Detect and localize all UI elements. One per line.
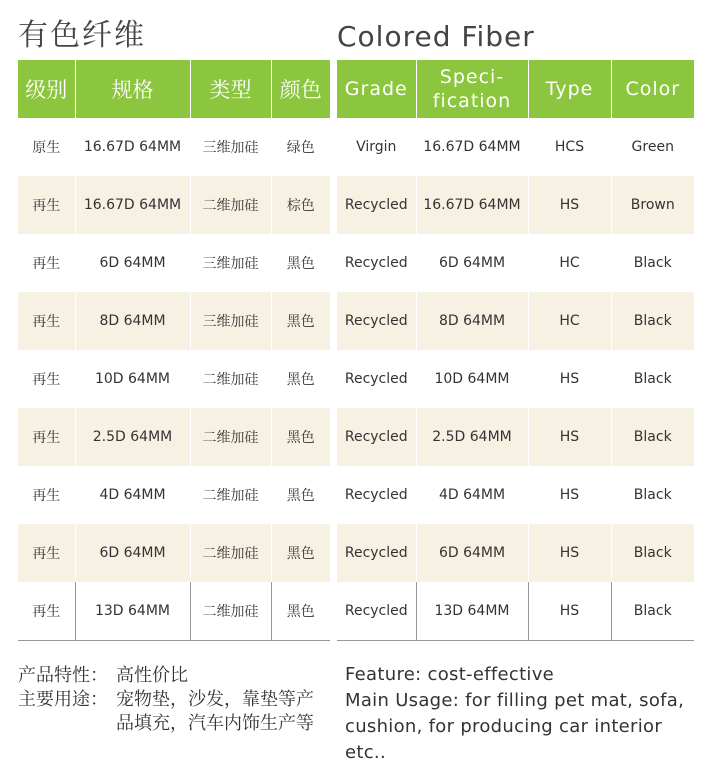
cn-cell: 2.5D 64MM bbox=[75, 408, 190, 466]
en-cell: Virgin bbox=[356, 139, 397, 155]
cn-cell: 黑色 bbox=[271, 350, 330, 408]
cn-cell: 三维加硅 bbox=[190, 234, 271, 292]
en-cell: 16.67D 64MM bbox=[416, 176, 528, 234]
cn-cell: 再生 bbox=[32, 372, 61, 388]
feature-line: Feature: cost-effective bbox=[345, 664, 555, 685]
en-cell: 4D 64MM bbox=[416, 466, 528, 524]
table-row bbox=[337, 582, 694, 641]
en-cell: Black bbox=[611, 466, 694, 524]
table-row bbox=[337, 466, 694, 524]
en-cell: Recycled bbox=[337, 524, 416, 582]
table-row bbox=[18, 466, 330, 524]
en-cell: Brown bbox=[611, 176, 694, 234]
page-title-english: Colored Fiber bbox=[337, 20, 535, 53]
en-cell: Black bbox=[611, 408, 694, 466]
en-cell: 2.5D 64MM bbox=[416, 408, 528, 466]
en-cell: 8D 64MM bbox=[416, 292, 528, 350]
en-cell: Recycled bbox=[337, 408, 416, 466]
table-row bbox=[18, 524, 330, 582]
cn-header-3: 颜色 bbox=[271, 60, 330, 118]
en-cell: HS bbox=[528, 176, 611, 234]
en-cell: Recycled bbox=[344, 371, 408, 387]
en-cell: HCS bbox=[528, 118, 611, 176]
cn-cell: 再生 bbox=[18, 408, 75, 466]
en-cell: 6D 64MM bbox=[416, 234, 528, 292]
en-cell: Black bbox=[611, 292, 694, 350]
table-row bbox=[18, 176, 330, 234]
en-header-0: Grade bbox=[337, 60, 416, 118]
table-row bbox=[337, 118, 694, 176]
cn-cell: 再生 bbox=[18, 176, 75, 234]
en-cell: Recycled bbox=[337, 582, 416, 641]
usage-line-1: Main Usage: for filling pet mat, sofa, bbox=[345, 690, 685, 711]
usage-value-line1: 宠物垫，沙发，靠垫等产 bbox=[116, 689, 314, 710]
cn-cell: 6D 64MM bbox=[75, 234, 190, 292]
cn-cell: 6D 64MM bbox=[75, 524, 190, 582]
cn-cell: 三维加硅 bbox=[190, 118, 271, 176]
feature-value: 高性价比 bbox=[116, 665, 188, 686]
table-row bbox=[18, 234, 330, 292]
table-row bbox=[18, 292, 330, 350]
cn-cell: 二维加硅 bbox=[190, 582, 271, 641]
cn-cell: 黑色 bbox=[271, 582, 330, 641]
feature-label: 产品特性： bbox=[18, 665, 108, 686]
cn-header-2: 类型 bbox=[190, 60, 271, 118]
en-cell: 10D 64MM bbox=[416, 350, 528, 408]
cn-cell: 二维加硅 bbox=[190, 524, 271, 582]
cn-cell: 黑色 bbox=[271, 408, 330, 466]
table-row bbox=[18, 582, 330, 641]
cn-cell: 二维加硅 bbox=[190, 350, 271, 408]
cn-cell: 10D 64MM bbox=[75, 350, 190, 408]
en-cell: 6D 64MM bbox=[416, 524, 528, 582]
cn-cell: 棕色 bbox=[271, 176, 330, 234]
table-row bbox=[337, 524, 694, 582]
en-cell: HS bbox=[528, 350, 611, 408]
spec-table-chinese bbox=[18, 60, 330, 641]
table-row bbox=[337, 292, 694, 350]
en-header-1: Speci- fication bbox=[416, 60, 528, 118]
usage-line-2: cushion, for producing car interior etc.. bbox=[345, 716, 663, 763]
cn-cell: 再生 bbox=[18, 582, 75, 641]
cn-cell: 二维加硅 bbox=[190, 176, 271, 234]
cn-cell: 三维加硅 bbox=[190, 292, 271, 350]
en-cell: HS bbox=[528, 408, 611, 466]
en-cell: 13D 64MM bbox=[416, 582, 528, 641]
cn-cell: 8D 64MM bbox=[75, 292, 190, 350]
en-cell: HC bbox=[528, 292, 611, 350]
cn-cell: 再生 bbox=[18, 524, 75, 582]
cn-cell: 黑色 bbox=[271, 524, 330, 582]
table-row bbox=[337, 408, 694, 466]
en-cell: HS bbox=[528, 582, 611, 641]
en-cell: Black bbox=[611, 350, 694, 408]
cn-cell: 16.67D 64MM bbox=[75, 118, 190, 176]
en-cell: HS bbox=[528, 524, 611, 582]
usage-label: 主要用途： bbox=[18, 689, 108, 710]
cn-cell: 黑色 bbox=[271, 466, 330, 524]
en-cell: Green bbox=[611, 118, 694, 176]
en-cell: Recycled bbox=[344, 487, 408, 503]
en-cell: Recycled bbox=[337, 292, 416, 350]
table-row bbox=[337, 176, 694, 234]
cn-cell: 13D 64MM bbox=[75, 582, 190, 641]
cn-cell: 二维加硅 bbox=[190, 466, 271, 524]
cn-cell: 黑色 bbox=[271, 292, 330, 350]
page-title-chinese: 有色纤维 bbox=[18, 18, 146, 53]
en-cell: HC bbox=[528, 234, 611, 292]
cn-cell: 4D 64MM bbox=[75, 466, 190, 524]
cn-cell: 原生 bbox=[32, 140, 61, 156]
spec-table-english bbox=[337, 60, 694, 641]
table-row bbox=[18, 350, 330, 408]
cn-header-1: 规格 bbox=[75, 60, 190, 118]
en-cell: Recycled bbox=[337, 176, 416, 234]
table-row bbox=[337, 234, 694, 292]
en-cell: Black bbox=[611, 582, 694, 641]
cn-cell: 二维加硅 bbox=[190, 408, 271, 466]
usage-value-line2: 品填充，汽车内饰生产等 bbox=[116, 713, 314, 734]
cn-cell: 绿色 bbox=[271, 118, 330, 176]
en-cell: Black bbox=[611, 234, 694, 292]
cn-cell: 再生 bbox=[32, 488, 61, 504]
cn-cell: 16.67D 64MM bbox=[75, 176, 190, 234]
en-cell: 16.67D 64MM bbox=[416, 118, 528, 176]
table-row bbox=[337, 350, 694, 408]
cn-cell: 再生 bbox=[32, 256, 61, 272]
en-header-2: Type bbox=[528, 60, 611, 118]
cn-cell: 黑色 bbox=[271, 234, 330, 292]
cn-header-0: 级别 bbox=[18, 60, 75, 118]
en-header-3: Color bbox=[611, 60, 694, 118]
en-cell: Recycled bbox=[344, 255, 408, 271]
features-english bbox=[345, 662, 709, 766]
en-cell: HS bbox=[528, 466, 611, 524]
features-chinese bbox=[18, 664, 314, 736]
cn-cell: 再生 bbox=[18, 292, 75, 350]
en-cell: Black bbox=[611, 524, 694, 582]
table-row bbox=[18, 408, 330, 466]
table-row bbox=[18, 118, 330, 176]
